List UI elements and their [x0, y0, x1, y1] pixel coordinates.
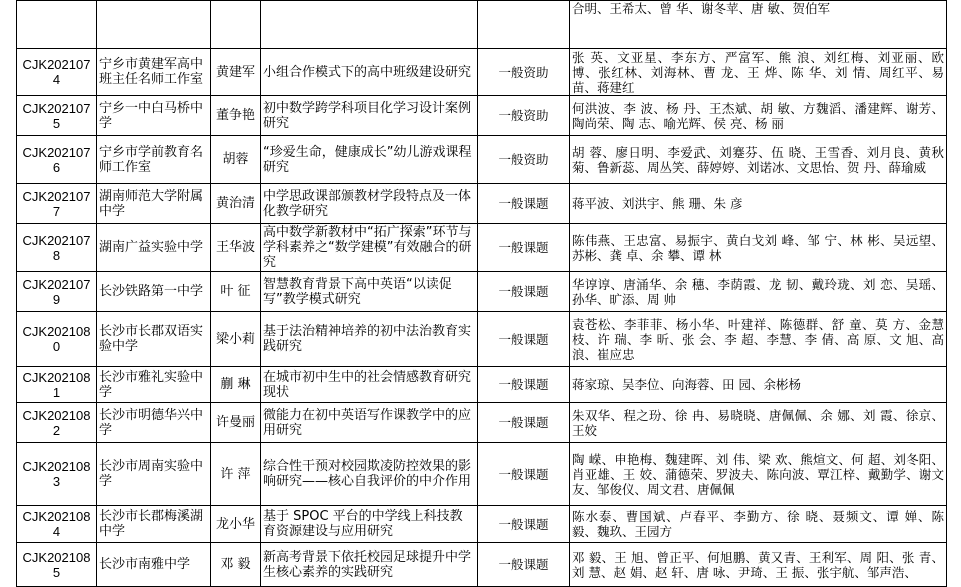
id-cell: CJK2021085: [17, 543, 97, 587]
type-cell: 一般课题: [478, 543, 570, 587]
members-cell: 何洪波、李 波、杨 丹、王杰斌、胡 敏、方魏滔、潘建辉、谢芳、陶尚荣、陶 志、喻光辉、侯 亮、杨 丽: [570, 96, 947, 136]
topic-cell: 初中数学跨学科项目化学习设计案例研究: [261, 96, 478, 136]
topic-cell: 微能力在初中英语写作课教学中的应用研究: [261, 403, 478, 443]
id-cell: CJK2021077: [17, 184, 97, 224]
unit-cell: 长沙市周南实验中学: [97, 443, 211, 506]
topic-cell: 基于 SPOC 平台的中学线上科技教育资源建设与应用研究: [261, 506, 478, 543]
unit-cell: 长沙市长郡双语实验中学: [97, 312, 211, 367]
type-cell: 一般课题: [478, 367, 570, 403]
topic-cell: 小组合作模式下的高中班级建设研究: [261, 49, 478, 96]
id-cell: CJK2021076: [17, 136, 97, 184]
lead-cell: 王华波: [211, 224, 261, 272]
unit-cell: 湖南师范大学附属中学: [97, 184, 211, 224]
lead-cell: 邓 毅: [211, 543, 261, 587]
unit-cell: 宁乡一中白马桥中学: [97, 96, 211, 136]
members-cell: 袁苍松、李菲菲、杨小华、叶建祥、陈德群、舒 童、莫 方、金慧枝、许 瑞、李 昕、张 会、李 超、李慧、李 倩、高 原、文 旭、高 浪、崔应忠: [570, 312, 947, 367]
type-cell: 一般课题: [478, 312, 570, 367]
unit-cell: 湖南广益实验中学: [97, 224, 211, 272]
type-cell: 一般资助: [478, 96, 570, 136]
members-cell: 胡 蓉、廖日明、李爱武、刘蹇芬、伍 晓、王雪香、刘月良、黄秋菊、鲁新蕊、周丛笑、薛婷婷、刘诺冰、文思怡、贺 丹、薛瑜威: [570, 136, 947, 184]
table-row: [17, 506, 947, 543]
members-cell: 合明、王希太、曾 华、谢冬苹、唐 敏、贺伯军: [570, 1, 947, 49]
project-table: [16, 0, 947, 587]
lead-cell: 胡蓉: [211, 136, 261, 184]
type-cell: 一般资助: [478, 136, 570, 184]
id-cell: CJK2021083: [17, 443, 97, 506]
members-cell: 陈伟燕、王忠富、易振宇、黄白戈刘 峰、邹 宁、林 彬、吴远望、苏彬、龚 卓、余 攀、谭 林: [570, 224, 947, 272]
topic-cell: 新高考背景下依托校园足球提升中学生核心素养的实践研究: [261, 543, 478, 587]
lead-cell: 龙小华: [211, 506, 261, 543]
lead-cell: 董争艳: [211, 96, 261, 136]
members-cell: 华谆谆、唐涌华、余 穗、李荫霞、龙 韧、戴玲珑、刘 恋、吴瑶、孙华、旷添、周 帅: [570, 272, 947, 312]
id-cell: CJK2021075: [17, 96, 97, 136]
lead-cell: 黄建军: [211, 49, 261, 96]
topic-cell: [261, 1, 478, 49]
id-cell: CJK2021079: [17, 272, 97, 312]
table-row: [17, 443, 947, 506]
topic-cell: 综合性干预对校园欺凌防控效果的影响研究——核心自我评价的中介作用: [261, 443, 478, 506]
lead-cell: 梁小莉: [211, 312, 261, 367]
table-row-partial: [17, 1, 947, 49]
table-row: [17, 543, 947, 587]
lead-cell: [211, 1, 261, 49]
project-table-sheet: [16, 0, 946, 587]
table-row: [17, 49, 947, 96]
unit-cell: 长沙市明德华兴中学: [97, 403, 211, 443]
type-cell: 一般课题: [478, 443, 570, 506]
unit-cell: 长沙市雅礼实验中学: [97, 367, 211, 403]
type-cell: 一般课题: [478, 224, 570, 272]
id-cell: CJK2021081: [17, 367, 97, 403]
members-cell: 张 英、文亚星、李东方、严富军、熊 浪、刘红梅、刘亚丽、欧 博、张红林、刘海林、曹 龙、王 烨、陈 华、刘 情、周红平、易 苗、蒋建红: [570, 49, 947, 96]
unit-cell: 长沙市长郡梅溪湖中学: [97, 506, 211, 543]
topic-cell: 中学思政课部颁教材学段特点及一体化教学研究: [261, 184, 478, 224]
id-cell: CJK2021078: [17, 224, 97, 272]
members-cell: 蒋平波、刘洪宇、熊 珊、朱 彦: [570, 184, 947, 224]
type-cell: 一般课题: [478, 272, 570, 312]
unit-cell: 长沙市南雅中学: [97, 543, 211, 587]
project-table-body: [17, 1, 947, 587]
id-cell: CJK2021082: [17, 403, 97, 443]
members-cell: 蒋家琼、吴李位、向海蓉、田 园、余彬杨: [570, 367, 947, 403]
members-cell: 朱双华、程之玢、徐 冉、易晓晓、唐佩佩、余 娜、刘 霞、徐京、王姣: [570, 403, 947, 443]
id-cell: CJK2021084: [17, 506, 97, 543]
unit-cell: [97, 1, 211, 49]
table-row: [17, 312, 947, 367]
id-cell: CJK2021074: [17, 49, 97, 96]
type-cell: 一般课题: [478, 403, 570, 443]
table-row: [17, 403, 947, 443]
type-cell: 一般课题: [478, 506, 570, 543]
members-cell: 陈水泰、曹国斌、卢春平、李勤方、徐 晓、聂频文、谭 婵、陈 毅、魏玖、王园方: [570, 506, 947, 543]
lead-cell: 许曼丽: [211, 403, 261, 443]
topic-cell: 基于法治精神培养的初中法治教育实践研究: [261, 312, 478, 367]
type-cell: 一般资助: [478, 49, 570, 96]
table-row: [17, 367, 947, 403]
topic-cell: “珍爱生命，健康成长”幼儿游戏课程研究: [261, 136, 478, 184]
table-row: [17, 136, 947, 184]
id-cell: [17, 1, 97, 49]
table-row: [17, 184, 947, 224]
lead-cell: 黄治清: [211, 184, 261, 224]
members-cell: 陶 嵘、申艳梅、魏建晖、刘 伟、梁 欢、熊煊文、何 超、刘冬阳、肖亚雄、王 姣、蒲德荣、罗波夫、陈向波、覃江梓、戴勤学、谢文友、邹俊仪、周文君、唐佩佩: [570, 443, 947, 506]
lead-cell: 蒯 琳: [211, 367, 261, 403]
type-cell: [478, 1, 570, 49]
topic-cell: 智慧教育背景下高中英语“以读促写”教学模式研究: [261, 272, 478, 312]
id-cell: CJK2021080: [17, 312, 97, 367]
topic-cell: 高中数学新教材中“拓广探索”环节与学科素养之“数学建模”有效融合的研究: [261, 224, 478, 272]
table-row: [17, 224, 947, 272]
table-row: [17, 96, 947, 136]
unit-cell: 宁乡市学前教育名师工作室: [97, 136, 211, 184]
type-cell: 一般课题: [478, 184, 570, 224]
unit-cell: 长沙铁路第一中学: [97, 272, 211, 312]
lead-cell: 许 萍: [211, 443, 261, 506]
lead-cell: 叶 征: [211, 272, 261, 312]
members-cell: 邓 毅、王 旭、曾正平、何旭鹏、黄又青、王利军、周 阳、张 青、刘 慧、赵 娟、赵 轩、唐 咏、尹琦、王 振、张宇航、邹声浩、: [570, 543, 947, 587]
topic-cell: 在城市初中生中的社会情感教育研究现状: [261, 367, 478, 403]
unit-cell: 宁乡市黄建军高中班主任名师工作室: [97, 49, 211, 96]
table-row: [17, 272, 947, 312]
